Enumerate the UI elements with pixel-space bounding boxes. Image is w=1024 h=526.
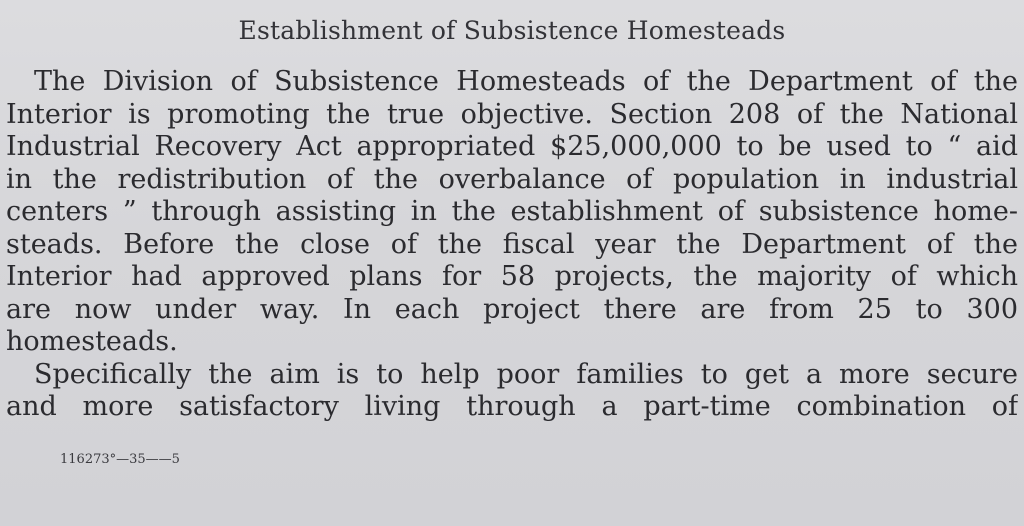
section-heading: Establishment of Subsistence Homesteads — [238, 16, 786, 45]
print-code: 116273°—35——5 — [60, 452, 180, 467]
text-line: steads. Before the close of the fiscal year the Department of the — [6, 228, 1018, 260]
text-line: Industrial Recovery Act appropriated $25,000,000 to be used to “ aid — [6, 131, 1018, 162]
text-line: and more satisfactory living through a part-time combination of — [6, 391, 1018, 422]
body-text — [6, 66, 1018, 424]
text-line: The Division of Subsistence Homesteads of the Department of the — [34, 66, 1018, 97]
text-line: in the redistribution of the overbalance of population in industrial — [6, 163, 1018, 195]
text-line: homesteads. — [6, 326, 178, 357]
text-line: centers ” through assisting in the establishment of subsistence home- — [6, 196, 1018, 227]
text-line: Specifically the aim is to help poor families to get a more secure — [34, 358, 1018, 390]
text-line: are now under way. In each project there are from 25 to 300 — [6, 293, 1018, 325]
text-line: Interior is promoting the true objective. Section 208 of the National — [6, 98, 1018, 130]
text-line: Interior had approved plans for 58 projects, the majority of which — [6, 261, 1018, 292]
